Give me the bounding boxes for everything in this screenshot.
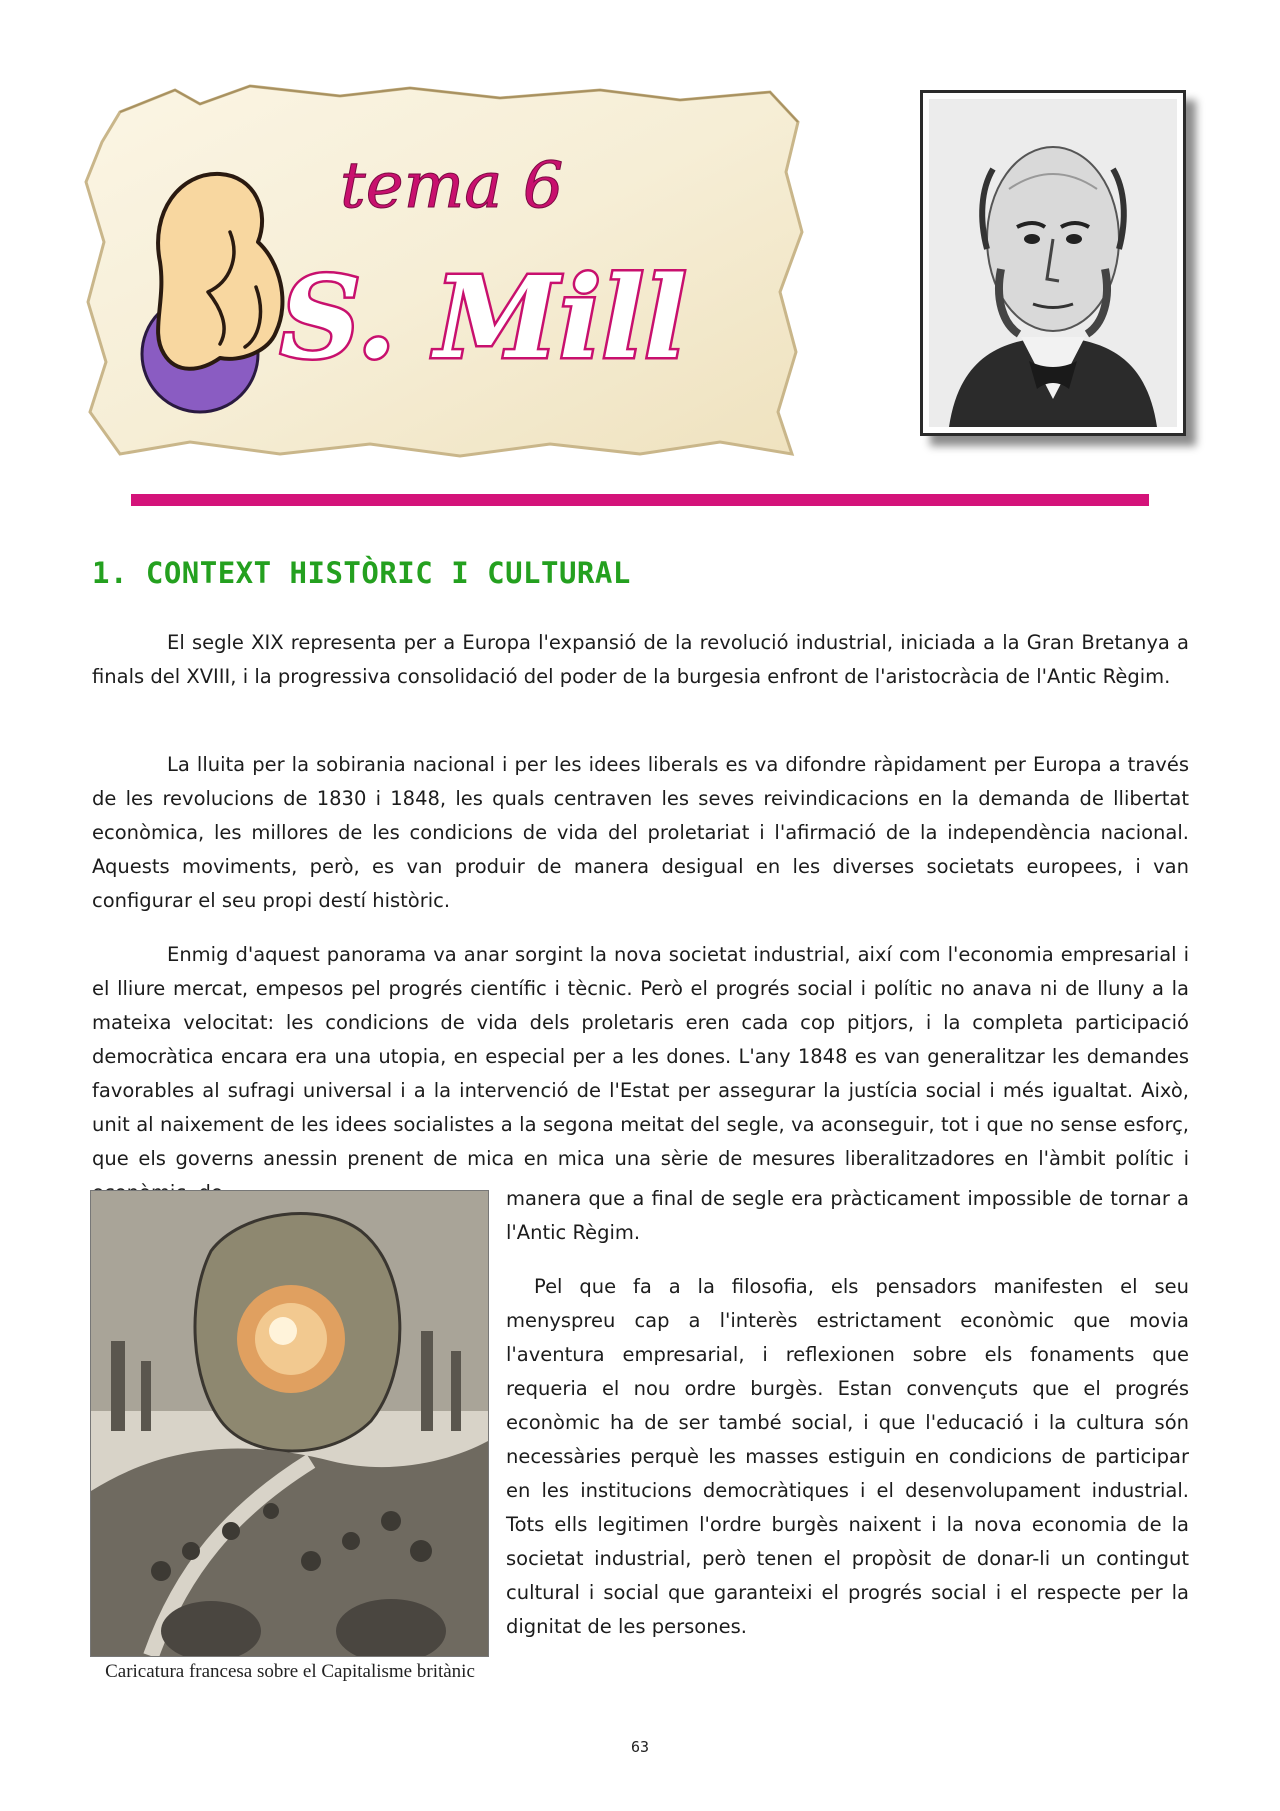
paragraph-3-continued: manera que a final de segle era pràcticament impossible de tornar a l'Antic Règim. bbox=[506, 1187, 1189, 1244]
portrait-icon bbox=[929, 99, 1177, 427]
paragraph-3: Enmig d'aquest panorama va anar sorgint la nova societat industrial, així com l'economia empresarial i el lliure mercat, empesos pel progrés científic i tècnic. Però el progrés social i polític no anava ni de lluny a la mateixa velocitat: les condicions de vida dels proletaris eren cada cop pitjors, i la completa participació democràtica encara era una utopia, en especial per a les dones. L'any 1848 es van generalitzar les demandes favorables al sufragi universal i a la intervenció de l'Estat per assegurar la justícia social i més igualtat. Això, unit al naixement de les idees socialistes a la segona meitat del segle, va aconseguir, tot i que no sense esforç, que els governs anessin prenent de mica en mica una sèrie de mesures liberalitzadores en l'àmbit polític i bbox=[92, 943, 1189, 1170]
page-number: 63 bbox=[630, 1738, 650, 1756]
caricature-illustration bbox=[91, 1191, 488, 1656]
paragraph-4: Pel que fa a la filosofia, els pensadors manifesten el seu menyspreu cap a l'interès estrictament econòmic que movia l'aventura empresarial, i reflexionen sobre els fonaments que requeria el nou ordre burgès. Estan convençuts que el progrés econòmic ha de ser també social, i que l'educació i la cultura són necessàries perquè les masses estiguin en condicions de participar en les institucions democràtiques i el desenvolupament industrial. Tots ells legitimen l'ordre burgès naixent i la nova economia de la societat industrial, però tenen el propòsit de donar-li un contingut cultural i social que garanteixi el progrés social i el respecte per la dignitat de les persones. bbox=[506, 1275, 1189, 1638]
portrait-image bbox=[920, 90, 1186, 436]
caricature-image bbox=[90, 1190, 489, 1657]
paragraph-2: La lluita per la sobirania nacional i per les idees liberals es va difondre ràpidament per Europa a través de les revolucions de 1830 i 1848, les quals centraven les seves reivindicacions en la demanda de llibertat econòmica, les millores de les condicions de vida del proletariat i l'afirmació de la independència nacional. Aquests moviments, però, es van produir de manera desigual en les diverses societats europees, i van configurar el seu propi destí històric. bbox=[92, 753, 1189, 912]
tema-label: tema 6 bbox=[340, 149, 564, 223]
title-banner bbox=[80, 82, 810, 460]
title-name: S. Mill bbox=[280, 253, 687, 384]
figure-caption: Caricatura francesa sobre el Capitalisme britànic bbox=[105, 1661, 475, 1682]
section-title: 1. CONTEXT HISTÒRIC I CULTURAL bbox=[92, 556, 631, 590]
paragraph-1: El segle XIX representa per a Europa l'expansió de la revolució industrial, iniciada a la Gran Bretanya a finals del XVIII, i la progressiva consolidació del poder de la burgesia enfront de l'aristocràcia de l'Antic Règim. bbox=[92, 631, 1189, 688]
header-divider bbox=[131, 494, 1149, 506]
